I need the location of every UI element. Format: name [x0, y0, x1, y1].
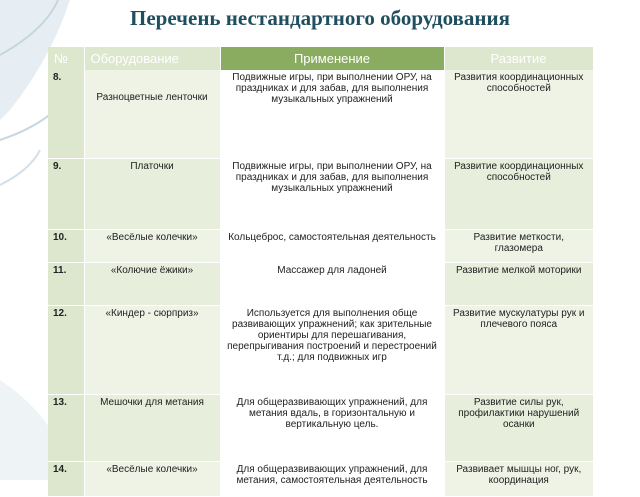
row-num: 8.: [48, 70, 84, 159]
row-equipment: Разноцветные ленточки: [84, 70, 220, 159]
table-row: [48, 395, 593, 462]
table-header-row: [48, 47, 593, 70]
row-equipment: «Весёлые колечки»: [84, 462, 220, 497]
table-row: [48, 462, 593, 497]
row-application: Подвижные игры, при выполнении ОРУ, на праздниках и для забав, для выполнения музыкальных упражнений: [220, 70, 444, 159]
row-application: Массажер для ладоней: [220, 263, 444, 306]
row-equipment: «Колючие ёжики»: [84, 263, 220, 306]
row-num: 12.: [48, 306, 84, 395]
row-num: 14.: [48, 462, 84, 497]
row-equipment: Платочки: [84, 159, 220, 230]
header-equipment: Оборудование: [84, 47, 220, 70]
row-application: Кольцеброс, самостоятельная деятельность: [220, 230, 444, 263]
row-application: Подвижные игры, при выполнении ОРУ, на праздниках и для забав, для выполнения музыкальных упражнений: [220, 159, 444, 230]
row-development: Развитие мускулатуры рук и плечевого пояса: [444, 306, 593, 395]
header-application: Применение: [220, 47, 444, 70]
row-num: 9.: [48, 159, 84, 230]
table-row: [48, 306, 593, 395]
row-num: 11.: [48, 263, 84, 306]
row-application: Для общеразвивающих упражнений, для метания вдаль, в горизонтальную и вертикальную цель.: [220, 395, 444, 462]
table-row: [48, 159, 593, 230]
row-development: Развитие координационных способностей: [444, 159, 593, 230]
page-title: Перечень нестандартного оборудования: [130, 6, 510, 30]
row-development: Развитие меткости, глазомера: [444, 230, 593, 263]
row-equipment: «Весёлые колечки»: [84, 230, 220, 263]
table-row: [48, 230, 593, 263]
table-row: [48, 263, 593, 306]
row-equipment: Мешочки для метания: [84, 395, 220, 462]
row-development: Развивает мышцы ног, рук, координация: [444, 462, 593, 497]
table-row: [48, 70, 593, 159]
header-num: №: [48, 47, 84, 70]
row-num: 10.: [48, 230, 84, 263]
row-application: Для общеразвивающих упражнений, для метания, самостоятельная деятельность: [220, 462, 444, 497]
row-num: 13.: [48, 395, 84, 462]
row-development: Развитие мелкой моторики: [444, 263, 593, 306]
row-development: Развитие силы рук, профилактики нарушений осанки: [444, 395, 593, 462]
equipment-table: [48, 47, 594, 497]
header-development: Развитие: [444, 47, 593, 70]
row-development: Развития координационных способностей: [444, 70, 593, 159]
row-equipment: «Киндер - сюрприз»: [84, 306, 220, 395]
row-application: Используется для выполнения обще развивающих упражнений; как зрительные ориентиры для перешагивания, перепрыгивания построений и перестроений т.д.; для подвижных игр: [220, 306, 444, 395]
